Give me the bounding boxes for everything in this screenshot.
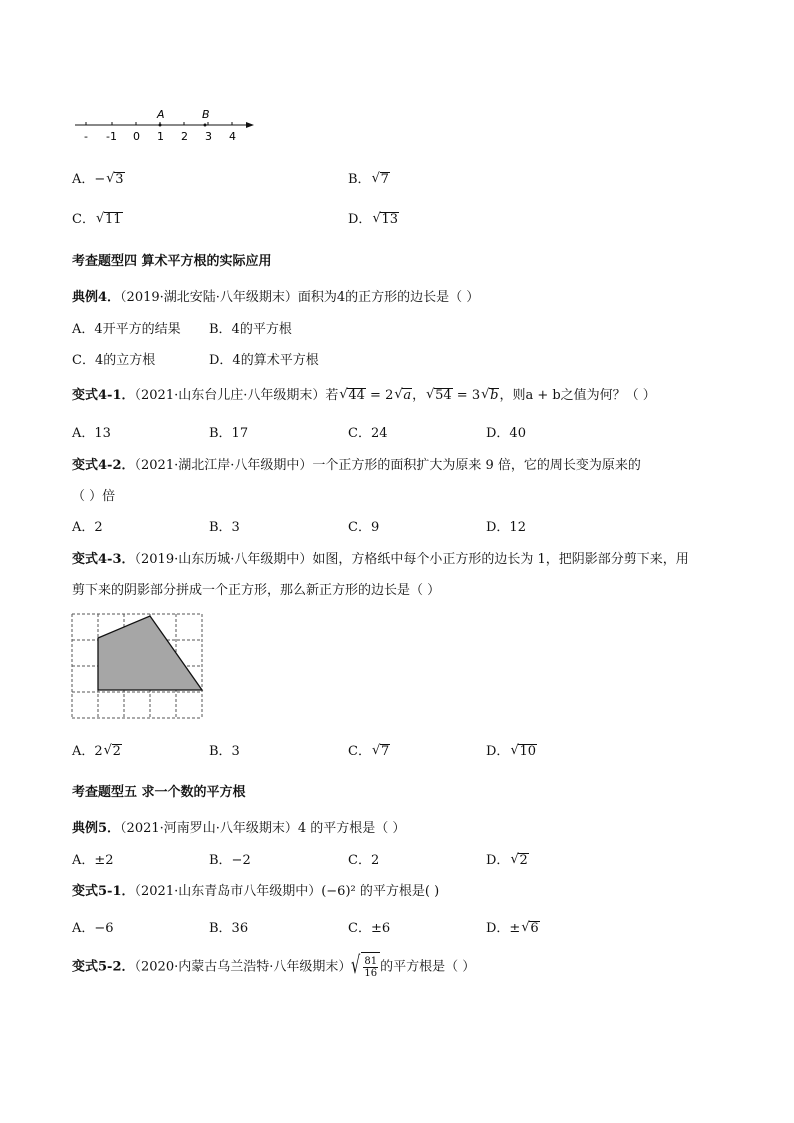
number-line-figure: [72, 106, 262, 146]
option-a: A．2: [72, 520, 103, 535]
section-title: 考查题型四 算术平方根的实际应用: [72, 254, 272, 269]
tick-label: 2: [181, 130, 188, 143]
option-c: C．24: [348, 426, 388, 441]
option-d: D． √ 2: [486, 852, 528, 868]
option-d: D． √ 13: [348, 211, 398, 227]
tick-label: 1: [157, 130, 164, 143]
option-c: C． √ 11: [72, 211, 122, 227]
variant-4-1-question: 变式4-1．（2021·山东台儿庄·八年级期末）若 √ 44 = 2 √ a， √ 54 = 3 √ b，则a + b之值为何？（ ）: [72, 387, 656, 403]
option-b: B．3: [209, 520, 240, 535]
option-d: D．4的算术平方根: [209, 353, 319, 368]
option-d: D．± √ 6: [486, 920, 539, 936]
option-b: B．36: [209, 921, 249, 936]
section-title: 考查题型五 求一个数的平方根: [72, 785, 246, 800]
option-d: D．12: [486, 520, 526, 535]
option-a: A．−6: [72, 921, 114, 936]
tick-label: 0: [133, 130, 140, 143]
option-d: D． √ 10: [486, 743, 536, 759]
option-c: C． √ 7: [348, 743, 390, 759]
option-b: B．−2: [209, 853, 251, 868]
variant-4-2-question: 变式4-2．（2021·湖北江岸·八年级期中）一个正方形的面积扩大为原来 9 倍，它的周长变为原来的: [72, 458, 641, 473]
option-c: C．±6: [348, 921, 391, 936]
option-b: B．17: [209, 426, 249, 441]
point-b-label: B: [202, 108, 210, 121]
grid-figure: [70, 612, 206, 720]
example-4-question: 典例4．（2019·湖北安陆·八年级期末）面积为4的正方形的边长是（ ）: [72, 290, 480, 305]
variant-5-2-question: 变式5-2．（2020·内蒙古乌兰浩特·八年级期末） √ $\frac{81}{16}$ 的平方根是（ ）: [72, 952, 475, 982]
example-5-question: 典例5．（2021·河南罗山·八年级期末）4 的平方根是（ ）: [72, 821, 406, 836]
tick-label: -1: [106, 130, 117, 143]
point-a-label: A: [157, 108, 165, 121]
option-c: C．4的立方根: [72, 353, 156, 368]
arrow-icon: [246, 122, 254, 128]
tick-label: 4: [229, 130, 236, 143]
option-b: B．3: [209, 744, 240, 759]
point-a-dot: [159, 124, 162, 127]
option-c: C．2: [348, 853, 380, 868]
option-a: A．− √ 3: [72, 171, 124, 187]
option-a: A．±2: [72, 853, 114, 868]
variant-5-1-question: 变式5-1．（2021·山东青岛市八年级期中）(−6)² 的平方根是( ): [72, 884, 440, 899]
tick-label: 3: [205, 130, 212, 143]
option-c: C．9: [348, 520, 380, 535]
variant-4-3-question: 变式4-3．（2019·山东历城·八年级期中）如图，方格纸中每个小正方形的边长为 1，把阴影部分剪下来，用: [72, 552, 689, 567]
tick-label: -: [84, 130, 88, 143]
option-a: A．13: [72, 426, 111, 441]
variant-4-3-question-cont: 剪下来的阴影部分拼成一个正方形，那么新正方形的边长是（ ）: [72, 583, 441, 598]
point-b-dot: [204, 124, 207, 127]
shaded-quadrilateral: [98, 616, 202, 690]
option-b: B．4的平方根: [209, 322, 292, 337]
fraction-root: √ $\frac{81}{16}$: [351, 952, 380, 982]
option-a: A．4开平方的结果: [72, 322, 181, 337]
option-b: B． √ 7: [348, 171, 389, 187]
variant-4-2-question-cont: （ ）倍: [72, 489, 116, 504]
option-d: D．40: [486, 426, 526, 441]
option-a: A．2 √ 2: [72, 743, 121, 759]
